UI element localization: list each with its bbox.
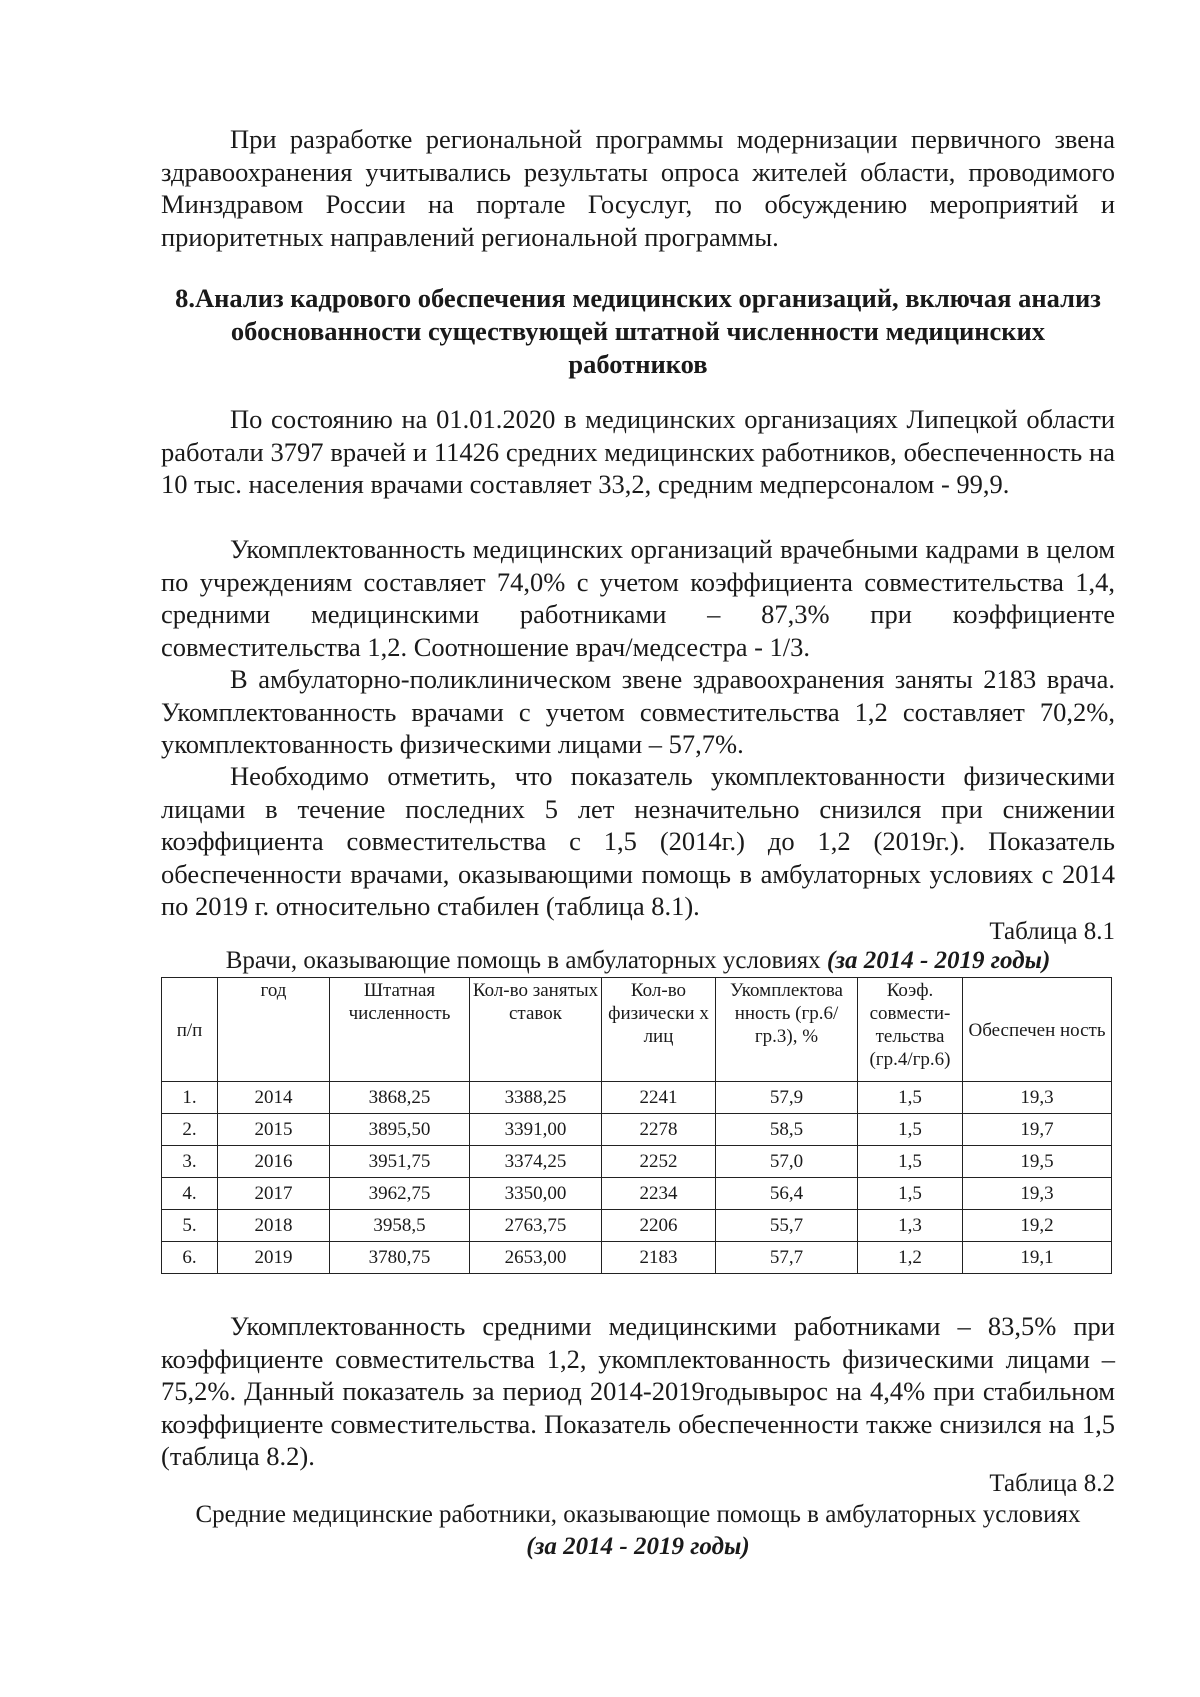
table-cell: 57,9 [716, 1082, 858, 1114]
table-cell: 2653,00 [470, 1242, 602, 1274]
table-8-2-title-years [161, 1532, 1115, 1562]
table-cell: 57,7 [716, 1242, 858, 1274]
table-cell: 2017 [218, 1178, 330, 1210]
table-cell: 4. [162, 1178, 218, 1210]
paragraph-staff-count: По состоянию на 01.01.2020 в медицинских организациях Липецкой области работали 3797 врачей и 11426 средних медицинских работников, обеспеченность на 10 тыс. населения врачами составляет 33,2, средним медперсоналом - 99,9. [161, 404, 1115, 499]
paragraph-nurses: Укомплектованность средними медицинскими работниками – 83,5% при коэффициенте совместительства 1,2, укомплектованность физическими лицами – 75,2%. Данный показатель за период 2014-2019годывырос на 4,4% при стабильном коэффициенте совместительства. Показатель обеспеченности также снизился на 1,5 (таблица 8.2). [161, 1311, 1115, 1471]
header-cell: п/п [162, 978, 218, 1082]
table-cell: 2252 [602, 1146, 716, 1178]
table-cell: 2763,75 [470, 1210, 602, 1242]
table-8-1-title [161, 946, 1115, 976]
table-cell: 2018 [218, 1210, 330, 1242]
table-cell: 2183 [602, 1242, 716, 1274]
table-8-1-label: Таблица 8.1 [989, 918, 1115, 945]
table-row [162, 1114, 1112, 1146]
table-row [162, 1242, 1112, 1274]
table-cell: 2014 [218, 1082, 330, 1114]
table-8-1-title-main: Врачи, оказывающие помощь в амбулаторных условиях [225, 947, 827, 974]
table-cell: 3388,25 [470, 1082, 602, 1114]
header-cell: Кол-во занятых ставок [470, 978, 602, 1082]
table-cell: 1,5 [858, 1178, 963, 1210]
header-cell: Коэф. совмести-тельства (гр.4/гр.6) [858, 978, 963, 1082]
table-cell: 3350,00 [470, 1178, 602, 1210]
table-cell: 2206 [602, 1210, 716, 1242]
table-8-1-title-years: (за 2014 - 2019 годы) [826, 947, 1051, 974]
table-cell: 1,5 [858, 1146, 963, 1178]
table-cell: 3391,00 [470, 1114, 602, 1146]
paragraph-staffing-level: Укомплектованность медицинских организаций врачебными кадрами в целом по учреждениям составляет 74,0% с учетом коэффициента совместительства 1,4, средними медицинскими работниками – 87,3% при коэффициенте совместительства 1,2. Соотношение врач/медсестра - 1/3. [161, 534, 1115, 662]
table-cell: 3951,75 [330, 1146, 470, 1178]
table-cell: 19,7 [963, 1114, 1112, 1146]
header-cell: Укомплектова нность (гр.6/гр.3), % [716, 978, 858, 1082]
table-cell: 3868,25 [330, 1082, 470, 1114]
section-heading: 8.Анализ кадрового обеспечения медицинских организаций, включая анализ обоснованности существующей штатной численности медицинских работников [175, 283, 1101, 379]
table-cell: 1,5 [858, 1082, 963, 1114]
table-cell: 19,3 [963, 1082, 1112, 1114]
table-cell: 1,3 [858, 1210, 963, 1242]
header-cell: год [218, 978, 330, 1082]
table-cell: 1. [162, 1082, 218, 1114]
table-cell: 2. [162, 1114, 218, 1146]
table-cell: 19,5 [963, 1146, 1112, 1178]
table-row [162, 1210, 1112, 1242]
paragraph-survey: При разработке региональной программы модернизации первичного звена здравоохранения учитывались результаты опроса жителей области, проводимого Минздравом России на портале Госуслуг, по обсуждению мероприятий и приоритетных направлений региональной программы. [161, 124, 1115, 252]
table-header-row [162, 978, 1112, 1082]
table-cell: 2278 [602, 1114, 716, 1146]
table-8-2-years: (за 2014 - 2019 годы) [526, 1533, 750, 1560]
table-cell: 3958,5 [330, 1210, 470, 1242]
table-cell: 1,2 [858, 1242, 963, 1274]
table-body [162, 1082, 1112, 1274]
table-cell: 56,4 [716, 1178, 858, 1210]
table-cell: 19,3 [963, 1178, 1112, 1210]
header-cell: Кол-во физически х лиц [602, 978, 716, 1082]
table-cell: 19,1 [963, 1242, 1112, 1274]
table-cell: 1,5 [858, 1114, 963, 1146]
table-cell: 2241 [602, 1082, 716, 1114]
table-cell: 19,2 [963, 1210, 1112, 1242]
paragraph-outpatient: В амбулаторно-поликлиническом звене здравоохранения заняты 2183 врача. Укомплектованность врачами с учетом совместительства 1,2 составляет 70,2%, укомплектованность физическими лицами – 57,7%. [161, 664, 1115, 759]
table-cell: 58,5 [716, 1114, 858, 1146]
table-cell: 57,0 [716, 1146, 858, 1178]
table-row [162, 1146, 1112, 1178]
table-cell: 55,7 [716, 1210, 858, 1242]
table-row [162, 1082, 1112, 1114]
table-8-2-label: Таблица 8.2 [989, 1470, 1115, 1497]
header-cell: Штатная численность [330, 978, 470, 1082]
table-cell: 3374,25 [470, 1146, 602, 1178]
table-cell: 3780,75 [330, 1242, 470, 1274]
table-8-2-title: Средние медицинские работники, оказывающие помощь в амбулаторных условиях [195, 1501, 1081, 1528]
doctors-table [161, 977, 1112, 1274]
header-cell: Обеспечен ность [963, 978, 1112, 1082]
table-cell: 2016 [218, 1146, 330, 1178]
table-cell: 3895,50 [330, 1114, 470, 1146]
paragraph-trend: Необходимо отметить, что показатель укомплектованности физическими лицами в течение последних 5 лет незначительно снизился при снижении коэффициента совместительства с 1,5 (2014г.) до 1,2 (2019г.). Показатель обеспеченности врачами, оказывающими помощь в амбулаторных условиях с 2014 по 2019 г. относительно стабилен (таблица 8.1). [161, 761, 1115, 921]
table-cell: 2019 [218, 1242, 330, 1274]
table-cell: 6. [162, 1242, 218, 1274]
table-cell: 3962,75 [330, 1178, 470, 1210]
table-cell: 2234 [602, 1178, 716, 1210]
table-row [162, 1178, 1112, 1210]
table-cell: 2015 [218, 1114, 330, 1146]
table-cell: 5. [162, 1210, 218, 1242]
table-cell: 3. [162, 1146, 218, 1178]
